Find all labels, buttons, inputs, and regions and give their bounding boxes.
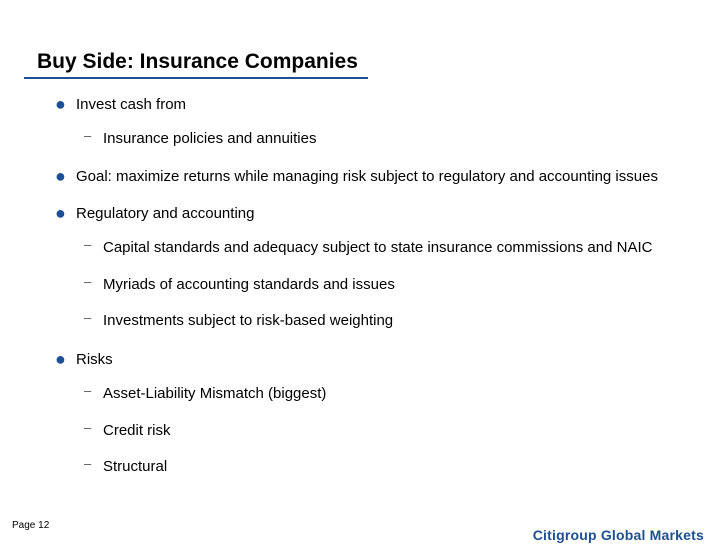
- bullet-text: Investments subject to risk-based weighting: [103, 312, 394, 329]
- bullet-text: Risks: [76, 351, 113, 368]
- sub-bullet-item: [84, 239, 652, 257]
- bullet-dot-icon: ●: [55, 203, 66, 223]
- bullet-text: Invest cash from: [76, 96, 187, 113]
- sub-bullet-item: [84, 130, 316, 148]
- dash-icon: –: [84, 383, 92, 398]
- slide-title: Buy Side: Insurance Companies: [37, 50, 358, 73]
- dash-icon: –: [84, 128, 92, 143]
- sub-bullet-item: [84, 385, 326, 403]
- dash-icon: –: [84, 456, 92, 471]
- bullet-item: [55, 94, 186, 114]
- bullet-dot-icon: ●: [55, 94, 66, 114]
- sub-bullet-item: [84, 276, 395, 294]
- bullet-dot-icon: ●: [55, 166, 66, 186]
- dash-icon: –: [84, 310, 92, 325]
- bullet-text: Goal: maximize returns while managing risk subject to regulatory and accounting issues: [76, 168, 658, 185]
- bullet-text: Regulatory and accounting: [76, 205, 255, 222]
- bullet-text: Asset-Liability Mismatch (biggest): [103, 385, 327, 402]
- bullet-item: [55, 203, 254, 223]
- page-number: Page 12: [12, 520, 50, 531]
- bullet-item: [55, 349, 113, 369]
- bullet-text: Myriads of accounting standards and issues: [103, 276, 395, 293]
- bullet-dot-icon: ●: [55, 349, 66, 369]
- bullet-text: Credit risk: [103, 422, 171, 439]
- dash-icon: –: [84, 420, 92, 435]
- bullet-text: Insurance policies and annuities: [103, 130, 317, 147]
- dash-icon: –: [84, 237, 92, 252]
- sub-bullet-item: [84, 422, 171, 440]
- bullet-text: Structural: [103, 458, 168, 475]
- title-underline: [24, 77, 368, 79]
- brand-logo-text: Citigroup Global Markets: [532, 527, 704, 543]
- sub-bullet-item: [84, 312, 393, 330]
- dash-icon: –: [84, 274, 92, 289]
- sub-bullet-item: [84, 458, 167, 476]
- bullet-text: Capital standards and adequacy subject to state insurance commissions and NAIC: [103, 239, 653, 256]
- bullet-item: [55, 166, 658, 186]
